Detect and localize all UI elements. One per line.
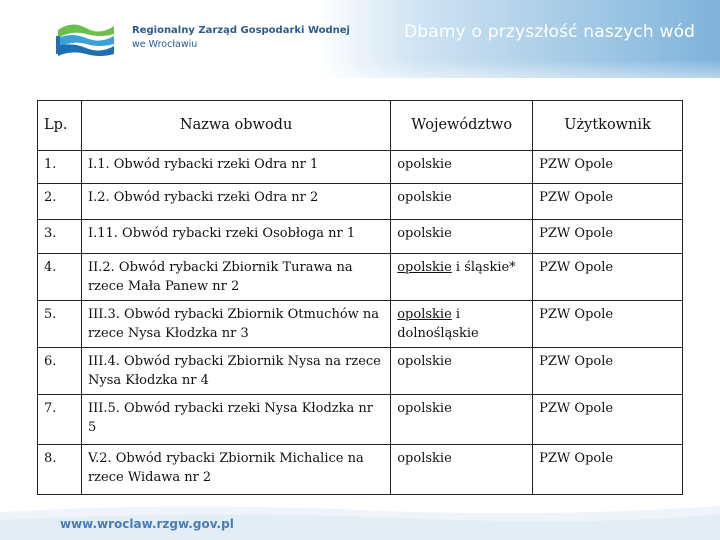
cell-lp: 1. <box>38 151 82 184</box>
cell-voivodeship <box>391 184 533 220</box>
cell-lp: 7. <box>38 395 82 445</box>
cell-name: III.4. Obwód rybacki Zbiornik Nysa na rzece Nysa Kłodzka nr 4 <box>81 348 390 395</box>
table-row <box>38 184 683 220</box>
table-row <box>38 254 683 301</box>
voivodeship-main: opolskie <box>397 226 452 241</box>
cell-voivodeship <box>391 301 533 348</box>
rzgw-logo-icon <box>52 16 120 60</box>
voivodeship-main: opolskie <box>397 401 452 416</box>
cell-name: I.1. Obwód rybacki rzeki Odra nr 1 <box>81 151 390 184</box>
cell-voivodeship <box>391 395 533 445</box>
cell-lp: 2. <box>38 184 82 220</box>
cell-name: I.2. Obwód rybacki rzeki Odra nr 2 <box>81 184 390 220</box>
cell-voivodeship <box>391 348 533 395</box>
voivodeship-extra: i śląskie* <box>451 260 516 275</box>
cell-user: PZW Opole <box>533 220 683 254</box>
cell-name: V.2. Obwód rybacki Zbiornik Michalice na rzece Widawa nr 2 <box>81 445 390 495</box>
table-header-row <box>38 101 683 151</box>
header-voivodeship: Województwo <box>391 101 533 151</box>
cell-lp: 6. <box>38 348 82 395</box>
table-row <box>38 395 683 445</box>
cell-name: III.5. Obwód rybacki rzeki Nysa Kłodzka nr 5 <box>81 395 390 445</box>
voivodeship-extra: i dolnośląskie <box>397 307 479 341</box>
header-fade <box>0 60 720 100</box>
table-row <box>38 151 683 184</box>
header-name: Nazwa obwodu <box>81 101 390 151</box>
header-lp: Lp. <box>38 101 82 151</box>
table-row <box>38 445 683 495</box>
cell-lp: 5. <box>38 301 82 348</box>
cell-voivodeship <box>391 254 533 301</box>
cell-user: PZW Opole <box>533 151 683 184</box>
table-row <box>38 348 683 395</box>
org-city: we Wrocławiu <box>132 39 198 50</box>
cell-voivodeship <box>391 151 533 184</box>
cell-user: PZW Opole <box>533 348 683 395</box>
voivodeship-main: opolskie <box>397 307 452 322</box>
header-user: Użytkownik <box>533 101 683 151</box>
cell-user: PZW Opole <box>533 301 683 348</box>
footer-url[interactable]: www.wroclaw.rzgw.gov.pl <box>60 517 234 531</box>
cell-name: II.2. Obwód rybacki Zbiornik Turawa na rzece Mała Panew nr 2 <box>81 254 390 301</box>
cell-user: PZW Opole <box>533 184 683 220</box>
fishing-districts-table <box>37 100 683 495</box>
org-name: Regionalny Zarząd Gospodarki Wodnej <box>132 25 350 36</box>
voivodeship-main: opolskie <box>397 260 452 275</box>
cell-lp: 8. <box>38 445 82 495</box>
cell-voivodeship <box>391 445 533 495</box>
cell-user: PZW Opole <box>533 395 683 445</box>
voivodeship-main: opolskie <box>397 354 452 369</box>
voivodeship-main: opolskie <box>397 157 452 172</box>
cell-lp: 3. <box>38 220 82 254</box>
cell-user: PZW Opole <box>533 445 683 495</box>
cell-voivodeship <box>391 220 533 254</box>
slogan: Dbamy o przyszłość naszych wód <box>404 22 696 42</box>
table-row <box>38 220 683 254</box>
cell-name: III.3. Obwód rybacki Zbiornik Otmuchów na rzece Nysa Kłodzka nr 3 <box>81 301 390 348</box>
voivodeship-main: opolskie <box>397 190 452 205</box>
cell-user: PZW Opole <box>533 254 683 301</box>
cell-lp: 4. <box>38 254 82 301</box>
cell-name: I.11. Obwód rybacki rzeki Osobłoga nr 1 <box>81 220 390 254</box>
voivodeship-main: opolskie <box>397 451 452 466</box>
table-row <box>38 301 683 348</box>
